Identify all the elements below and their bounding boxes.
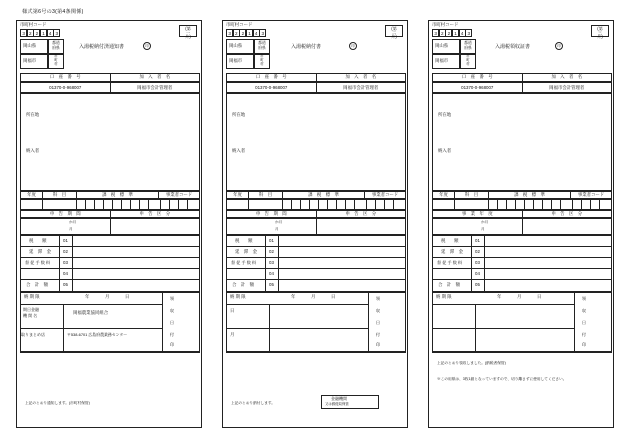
code-label-2: 市町村コード xyxy=(226,22,253,27)
code-digit: 3 xyxy=(53,29,60,37)
tax-values-3[interactable] xyxy=(432,199,612,210)
bank-label-1: 期日金融 xyxy=(23,307,39,312)
amount-row-code-3-1: 02 xyxy=(475,249,480,254)
date-year-1: 年 xyxy=(85,294,90,299)
bank-value-1: 岡福農業協同組合 xyxy=(73,310,109,315)
receipt-col-label-2-0: 領 xyxy=(375,296,381,301)
city-label-c-1: 村 xyxy=(54,62,58,66)
receipt-col-label-1-3: 付 xyxy=(169,332,175,337)
pref-label-sub-3: 府県 xyxy=(464,46,472,50)
slip-2 xyxy=(222,20,408,428)
total-code-3: 05 xyxy=(475,282,480,287)
category-label-2: 申 告 区 分 xyxy=(345,211,377,216)
seal-mark-2: 印 xyxy=(349,42,357,50)
pay-limit-label-2: 納 期 限 xyxy=(230,294,246,299)
code-digit: 2 xyxy=(239,29,246,37)
date-year-2: 年 xyxy=(291,294,296,299)
payer-label-2: 納入者 xyxy=(232,148,246,153)
amount-row-code-3-0: 01 xyxy=(475,238,480,243)
base-header-3: 課 税 標 準 xyxy=(489,192,571,198)
amount-row-code-3-3: 04 xyxy=(475,271,480,276)
total-label-1: 合 計 額 xyxy=(26,282,48,287)
period-label-2: 申 告 期 間 xyxy=(227,211,317,217)
period-month-mark2-1: 月 xyxy=(69,227,73,231)
account-number-3: 01370-0-968007 xyxy=(433,83,523,92)
receipt-col-label-3-3: 付 xyxy=(581,332,587,337)
account-number-header-3: 口 座 番 号 xyxy=(433,74,523,81)
prefecture-name-2: 岡山県 xyxy=(229,43,243,48)
date-day-1: 日 xyxy=(125,294,130,299)
seal-mark-1: 印 xyxy=(143,42,151,50)
account-name-2: 岡福市会計管理者 xyxy=(343,85,379,90)
footer-1: 上記のとおり通知します。(市町村保管) xyxy=(25,401,90,405)
city-label-a-2: 市 xyxy=(260,54,264,58)
footer-box-line1-2: 金融機関 xyxy=(331,396,347,401)
municipality-code-3[interactable] xyxy=(432,29,472,37)
receipt-col-label-2-1: 収 xyxy=(375,308,381,313)
amount-row-label-3-0: 税 額 xyxy=(441,238,459,243)
pay-limit-label-1: 納 期 限 xyxy=(24,294,40,299)
amount-row-code-3-2: 03 xyxy=(475,260,480,265)
amount-row-label-3-2: 督 促 手 数 料 xyxy=(437,260,463,265)
account-values-2 xyxy=(226,82,406,93)
amount-row-code-1-0: 01 xyxy=(63,238,68,243)
date-field-2-0: 日 xyxy=(230,308,235,313)
period-header-2 xyxy=(226,210,406,218)
bank-label2-1: 機 関 名 xyxy=(23,313,38,318)
receipt-col-label-3-4: 印 xyxy=(581,342,587,347)
receipt-col-label-2-2: 日 xyxy=(375,320,381,325)
code-digit: 2 xyxy=(233,29,240,37)
code-digit: 3 xyxy=(259,29,266,37)
year-header-1: 年度 xyxy=(21,192,43,198)
prefecture-name-3: 岡山県 xyxy=(435,43,449,48)
account-name-3: 岡福市会計管理者 xyxy=(549,85,585,90)
item-header-3: 科 目 xyxy=(455,192,489,198)
doc-title-1: 入湯税納付済通知書 xyxy=(79,44,125,50)
slip-3 xyxy=(428,20,614,428)
city-name-3: 岡福市 xyxy=(435,58,449,63)
pref-label-3: 都道 xyxy=(464,41,472,45)
amount-row-code-1-3: 04 xyxy=(63,271,68,276)
slip-1 xyxy=(16,20,202,428)
account-header-3 xyxy=(432,73,612,82)
account-values-1 xyxy=(20,82,200,93)
city-label-c-3: 村 xyxy=(466,62,470,66)
city-label-a-3: 市 xyxy=(466,54,470,58)
total-row-3[interactable] xyxy=(432,279,612,292)
amount-row-code-2-1: 02 xyxy=(269,249,274,254)
code-label-1: 市町村コード xyxy=(20,22,47,27)
tax-header-2 xyxy=(226,191,406,199)
municipality-code-2[interactable] xyxy=(226,29,266,37)
category-label-3: 申 告 区 分 xyxy=(551,211,583,216)
address-label-3: 所在地 xyxy=(438,112,452,117)
receipt-col-label-3-2: 日 xyxy=(581,320,587,325)
biz-code-header-1: 事業者コード xyxy=(165,192,193,197)
account-number-1: 01370-0-968007 xyxy=(21,83,111,92)
biz-code-header-3: 事業者コード xyxy=(577,192,605,197)
form-title: 様式第6号の3(第4条関係) xyxy=(22,9,84,15)
code-digit: 1 xyxy=(246,29,253,37)
category-label-1: 申 告 区 分 xyxy=(139,211,171,216)
tax-header-1 xyxy=(20,191,200,199)
corner-label-1: (第一片) xyxy=(185,25,191,40)
amount-row-code-2-2: 03 xyxy=(269,260,274,265)
tome-label-1: 取りまとめ店 xyxy=(21,332,45,337)
amount-row-label-2-1: 延 滞 金 xyxy=(235,249,257,254)
account-header-2 xyxy=(226,73,406,82)
code-digit: 4 xyxy=(253,29,260,37)
pref-label-sub-2: 府県 xyxy=(258,46,266,50)
code-digit: 4 xyxy=(459,29,466,37)
payer-label-3: 納入者 xyxy=(438,148,452,153)
corner-label-3: (第三片) xyxy=(597,25,603,40)
date-year-3: 年 xyxy=(497,294,502,299)
receipt-col-label-1-2: 日 xyxy=(169,320,175,325)
amount-row-code-2-3: 04 xyxy=(269,271,274,276)
date-month-2: 月 xyxy=(311,294,316,299)
date-day-2: 日 xyxy=(331,294,336,299)
receipt-col-label-1-4: 印 xyxy=(169,342,175,347)
amount-row-code-1-2: 03 xyxy=(63,260,68,265)
footer-box-line2-2: 又は郵便局保管 xyxy=(325,402,349,406)
base-header-1: 課 税 標 準 xyxy=(77,192,159,198)
address-label-2: 所在地 xyxy=(232,112,246,117)
code-digit: 1 xyxy=(452,29,459,37)
date-month-3: 月 xyxy=(517,294,522,299)
account-name-header-2: 加 入 者 名 xyxy=(345,74,377,79)
pref-label-2: 都道 xyxy=(258,41,266,45)
total-code-2: 05 xyxy=(269,282,274,287)
amount-row-label-2-2: 督 促 手 数 料 xyxy=(231,260,257,265)
total-row-1[interactable] xyxy=(20,279,200,292)
receipt-col-label-2-4: 印 xyxy=(375,342,381,347)
period-month-mark-3: か月 xyxy=(481,220,489,224)
receipt-col-label-3-0: 領 xyxy=(581,296,587,301)
city-label-c-2: 村 xyxy=(260,62,264,66)
tax-values-2[interactable] xyxy=(226,199,406,210)
code-digit: 3 xyxy=(20,29,27,37)
account-values-3 xyxy=(432,82,612,93)
amount-row-code-2-0: 01 xyxy=(269,238,274,243)
code-digit: 3 xyxy=(432,29,439,37)
total-label-2: 合 計 額 xyxy=(232,282,254,287)
city-label-a-1: 市 xyxy=(54,54,58,58)
footer-2: 上記のとおり納付します。 xyxy=(231,401,275,405)
receipt-col-label-2-3: 付 xyxy=(375,332,381,337)
code-digit: 2 xyxy=(445,29,452,37)
address-label-1: 所在地 xyxy=(26,112,40,117)
city-label-b-1: 町 xyxy=(54,58,58,62)
receipt-col-label-1-0: 領 xyxy=(169,296,175,301)
date-field-2-1: 月 xyxy=(230,332,235,337)
amount-row-label-3-1: 延 滞 金 xyxy=(441,249,463,254)
biz-code-header-2: 事業者コード xyxy=(371,192,399,197)
account-name-1: 岡福市会計管理者 xyxy=(137,85,173,90)
period-label-3: 事 業 年 度 xyxy=(433,211,523,217)
payer-block-3[interactable] xyxy=(432,93,612,191)
payer-block-2[interactable] xyxy=(226,93,406,191)
period-month-mark2-2: 月 xyxy=(275,227,279,231)
account-number-header-1: 口 座 番 号 xyxy=(21,74,111,81)
item-header-1: 科 目 xyxy=(43,192,77,198)
period-month-mark-1: か月 xyxy=(69,220,77,224)
date-day-3: 日 xyxy=(537,294,542,299)
amount-row-label-1-2: 督 促 手 数 料 xyxy=(25,260,51,265)
prefecture-name-1: 岡山県 xyxy=(23,43,37,48)
city-label-b-3: 町 xyxy=(466,58,470,62)
tome-value-1: 〒538-6701 広島府農業務センター xyxy=(67,332,128,337)
payer-block-1[interactable] xyxy=(20,93,200,191)
code-digit: 3 xyxy=(465,29,472,37)
tax-values-1[interactable] xyxy=(20,199,200,210)
base-header-2: 課 税 標 準 xyxy=(283,192,365,198)
seal-mark-3: 印 xyxy=(555,42,563,50)
code-digit: 3 xyxy=(226,29,233,37)
pref-label-1: 都道 xyxy=(52,41,60,45)
amount-row-code-1-1: 02 xyxy=(63,249,68,254)
period-header-1 xyxy=(20,210,200,218)
code-digit: 2 xyxy=(33,29,40,37)
total-row-2[interactable] xyxy=(226,279,406,292)
period-month-mark2-3: 月 xyxy=(481,227,485,231)
pay-limit-label-3: 納 期 限 xyxy=(436,294,452,299)
period-header-3 xyxy=(432,210,612,218)
usage-note-3: ※この用紙は、3枚1綴となっていますので、切り離さずに使用してください。 xyxy=(437,377,567,381)
code-digit: 1 xyxy=(40,29,47,37)
account-name-header-3: 加 入 者 名 xyxy=(551,74,583,79)
code-digit: 2 xyxy=(439,29,446,37)
pref-label-sub-1: 府県 xyxy=(52,46,60,50)
total-label-3: 合 計 額 xyxy=(438,282,460,287)
date-month-1: 月 xyxy=(105,294,110,299)
code-digit: 2 xyxy=(27,29,34,37)
total-code-1: 05 xyxy=(63,282,68,287)
account-header-1 xyxy=(20,73,200,82)
doc-title-2: 入湯税納付書 xyxy=(291,44,322,50)
receipt-col-label-1-1: 収 xyxy=(169,308,175,313)
city-name-2: 岡福市 xyxy=(229,58,243,63)
footer-3: 上記のとおり領収しました。(納税者保管) xyxy=(437,361,506,365)
account-name-header-1: 加 入 者 名 xyxy=(139,74,171,79)
account-number-2: 01370-0-968007 xyxy=(227,83,317,92)
year-header-3: 年度 xyxy=(433,192,455,198)
amount-row-label-1-0: 税 額 xyxy=(29,238,47,243)
code-digit: 4 xyxy=(47,29,54,37)
period-month-mark-2: か月 xyxy=(275,220,283,224)
item-header-2: 科 目 xyxy=(249,192,283,198)
code-label-3: 市町村コード xyxy=(432,22,459,27)
doc-title-3: 入湯税領収証書 xyxy=(495,44,531,50)
corner-label-2: (第二片) xyxy=(391,25,397,40)
account-number-header-2: 口 座 番 号 xyxy=(227,74,317,81)
city-name-1: 岡福市 xyxy=(23,58,37,63)
payer-label-1: 納入者 xyxy=(26,148,40,153)
amount-row-label-1-1: 延 滞 金 xyxy=(29,249,51,254)
period-label-1: 申 告 期 間 xyxy=(21,211,111,217)
municipality-code-1[interactable] xyxy=(20,29,60,37)
tax-header-3 xyxy=(432,191,612,199)
receipt-col-label-3-1: 収 xyxy=(581,308,587,313)
year-header-2: 年度 xyxy=(227,192,249,198)
city-label-b-2: 町 xyxy=(260,58,264,62)
amount-row-label-2-0: 税 額 xyxy=(235,238,253,243)
